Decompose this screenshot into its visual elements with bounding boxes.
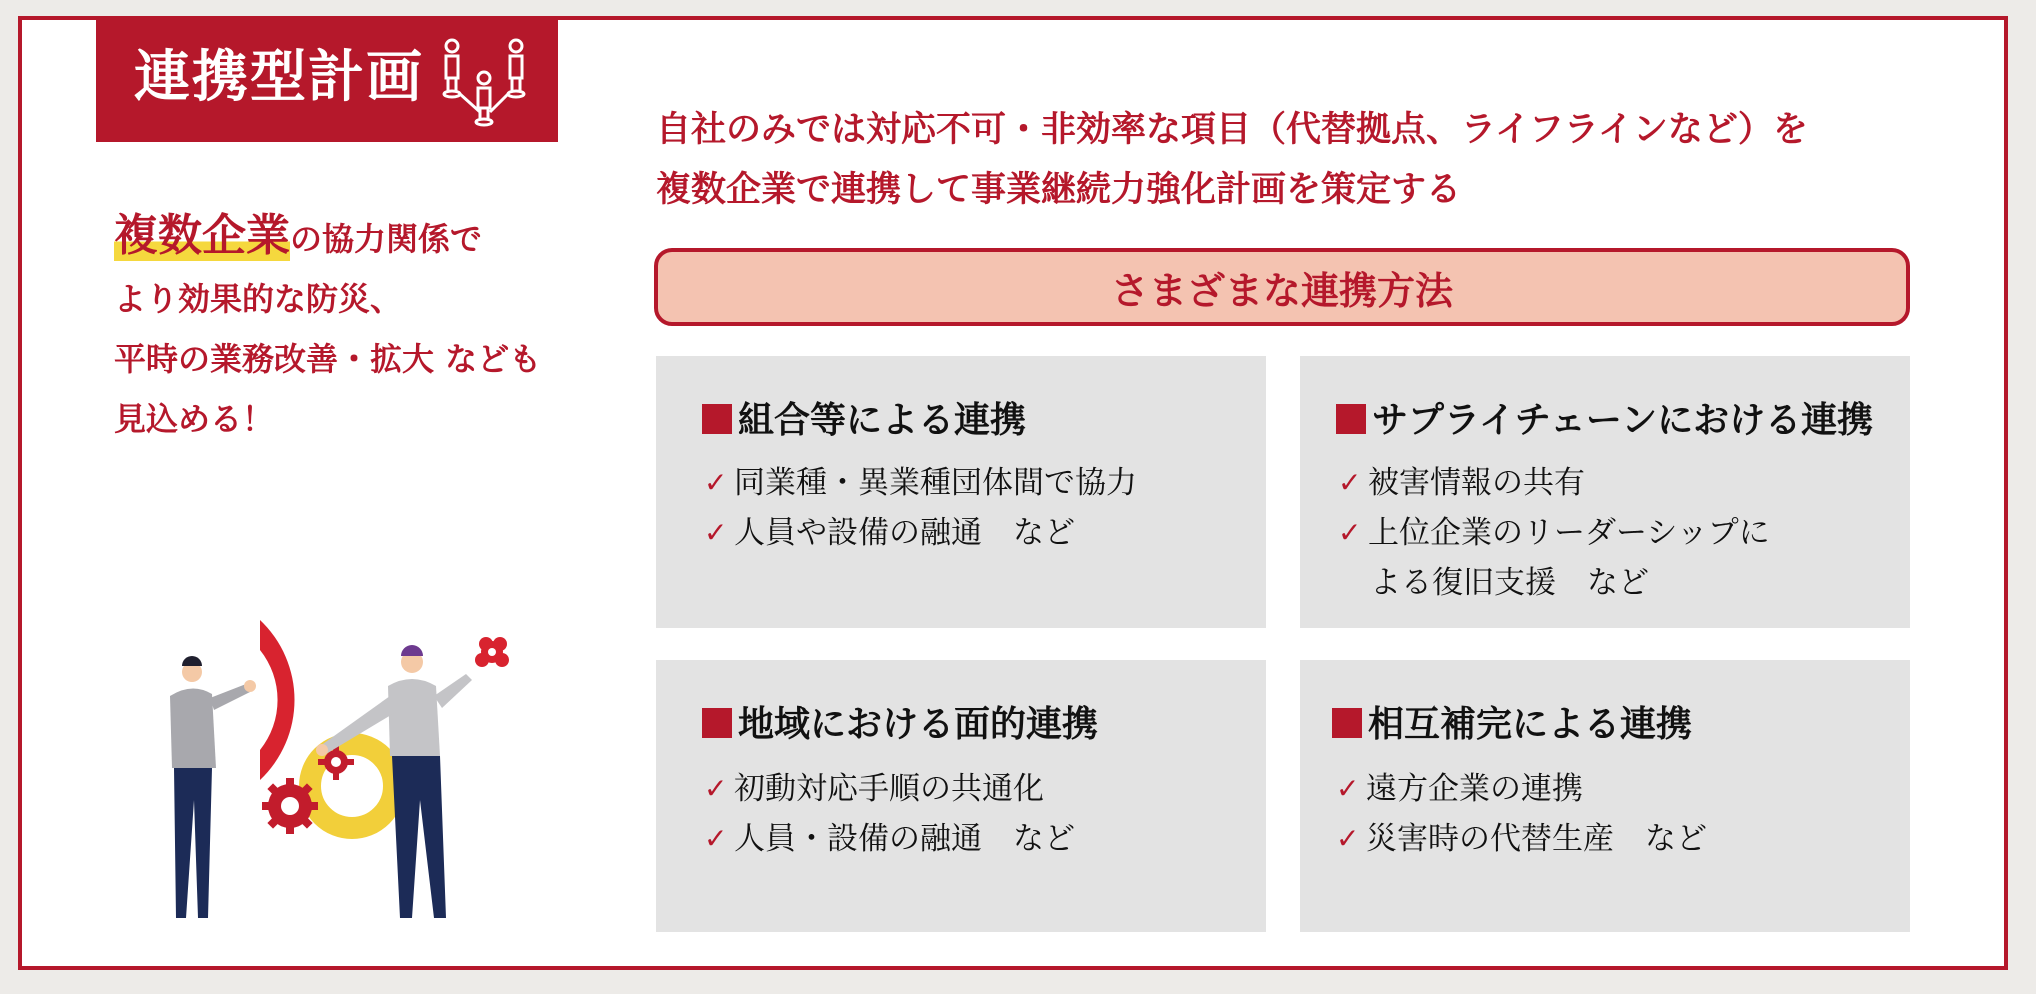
card-title: 地域における面的連携 xyxy=(702,696,1098,747)
card-title: サプライチェーンにおける連携 xyxy=(1336,392,1873,443)
card-supply-chain xyxy=(1300,356,1910,628)
check-icon: ✓ xyxy=(704,772,728,805)
intro-line2: より効果的な防災、 xyxy=(114,280,403,318)
check-icon: ✓ xyxy=(704,516,728,549)
check-icon: ✓ xyxy=(704,466,728,499)
headline-line2: 複数企業で連携して事業継続力強化計画を策定する xyxy=(656,170,1462,210)
card-list xyxy=(704,458,1137,558)
check-icon: ✓ xyxy=(1338,466,1362,499)
red-square-icon xyxy=(702,708,732,738)
list-item: ✓ 人員や設備の融通 など xyxy=(704,508,1137,558)
list-item: ✓ 初動対応手順の共通化 xyxy=(704,764,1075,814)
card-title: 組合等による連携 xyxy=(702,392,1026,443)
methods-banner: さまざまな連携方法 xyxy=(654,248,1910,326)
card-union xyxy=(656,356,1266,628)
intro-line3: 平時の業務改善・拡大 なども xyxy=(114,340,542,378)
headline xyxy=(656,100,1956,220)
red-square-icon xyxy=(1332,708,1362,738)
list-item: ✓ 被害情報の共有 xyxy=(1338,458,1770,508)
headline-line1: 自社のみでは対応不可・非効率な項目（代替拠点、ライフラインなど）を xyxy=(656,110,1808,150)
list-item: ✓ 災害時の代替生産 など xyxy=(1336,814,1707,864)
title-tab xyxy=(96,16,558,142)
intro-line1: の協力関係で xyxy=(290,220,483,258)
card-list xyxy=(1338,458,1770,608)
check-icon: ✓ xyxy=(1338,516,1362,549)
list-item: ✓ 人員・設備の融通 など xyxy=(704,814,1075,864)
people-with-gears-illustration xyxy=(150,600,530,930)
intro-line4: 見込める！ xyxy=(114,400,275,438)
list-item: ✓ 遠方企業の連携 xyxy=(1336,764,1707,814)
people-network-icon xyxy=(434,34,534,130)
red-square-icon xyxy=(702,404,732,434)
intro-text xyxy=(114,206,594,449)
intro-highlight: 複数企業 xyxy=(114,210,290,261)
check-icon: ✓ xyxy=(704,822,728,855)
card-list xyxy=(1336,764,1707,864)
list-item: ✓ 上位企業のリーダーシップに xyxy=(1338,508,1770,558)
card-regional xyxy=(656,660,1266,932)
list-item: ✓ 同業種・異業種団体間で協力 xyxy=(704,458,1137,508)
check-icon: ✓ xyxy=(1336,822,1360,855)
check-icon: ✓ xyxy=(1336,772,1360,805)
card-mutual xyxy=(1300,660,1910,932)
page-title: 連携型計画 xyxy=(134,45,424,110)
card-list xyxy=(704,764,1075,864)
red-square-icon xyxy=(1336,404,1366,434)
list-item-continuation: よる復旧支援 など xyxy=(1370,565,1649,601)
card-title: 相互補完による連携 xyxy=(1332,696,1692,747)
